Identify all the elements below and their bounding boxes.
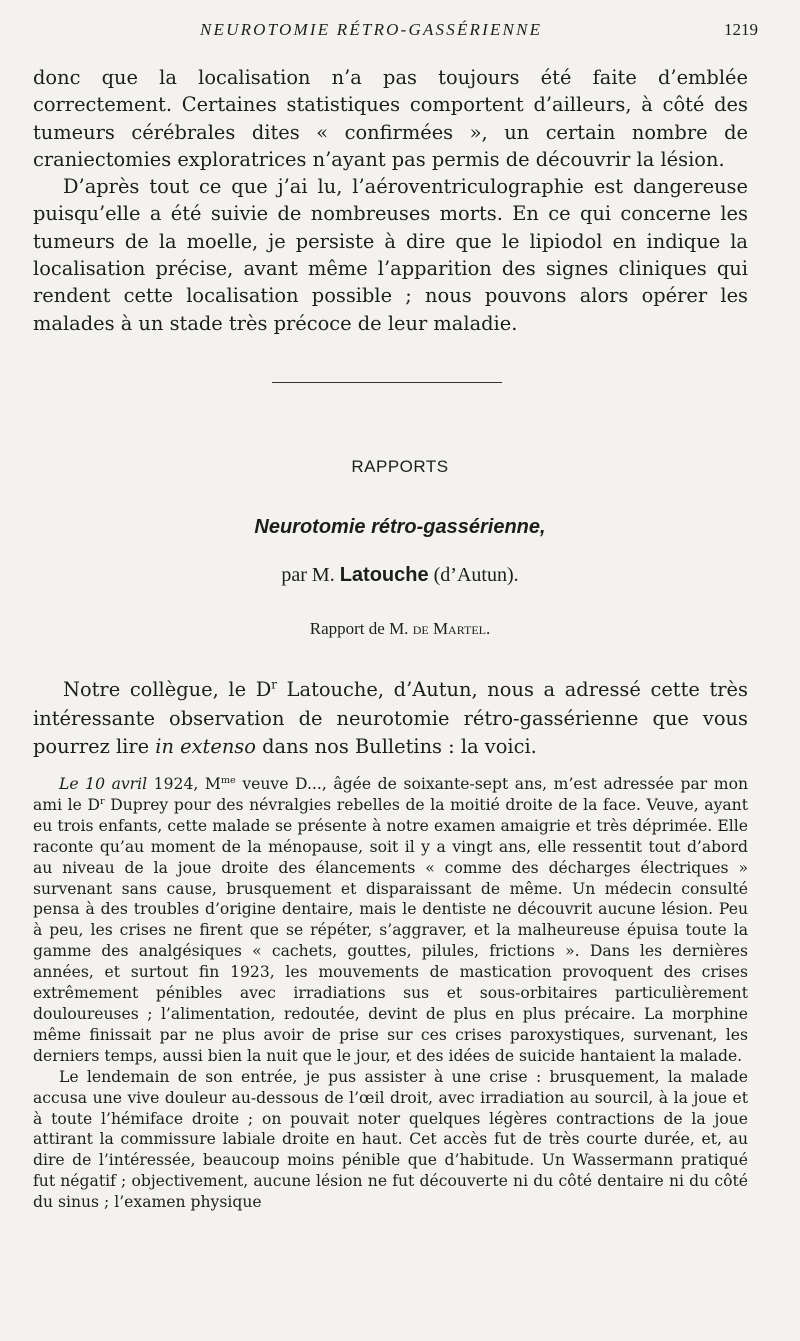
- intro-superscript: r: [271, 677, 278, 692]
- rapport-particle: de: [412, 619, 429, 638]
- section-heading: RAPPORTS: [351, 457, 449, 476]
- author-name: Latouche: [339, 564, 429, 586]
- rapport-prefix: Rapport de M.: [309, 619, 409, 638]
- intro-italic: in extenso: [155, 735, 256, 758]
- rapport-line: [0, 619, 800, 639]
- intro-part3: dans nos Bulletins : la voici.: [255, 735, 537, 758]
- section-divider: [272, 382, 502, 383]
- paragraph-aeroventriculographie: D’après tout ce que j’ai lu, l’aéroventriculographie est dangereuse puisqu’elle a été suivie de nombreuses morts. En ce qui concerne les tumeurs de la moelle, je persiste à dire que le lipiodol en indique la localisation précise, avant même l’apparition des signes cliniques qui rendent cette localisation possible ; nous pouvons alors opérer les malades à un stade très précoce de leur maladie.: [33, 175, 748, 335]
- observation-superscript-2: r: [100, 795, 105, 807]
- intro-paragraph: [33, 676, 748, 762]
- rapport-name: Martel.: [432, 619, 491, 638]
- article-title: Neurotomie rétro-gassérienne,: [254, 516, 546, 538]
- running-title: NEUROTOMIE RÉTRO-GASSÉRIENNE: [200, 20, 543, 39]
- author-line: [0, 564, 800, 587]
- continuation-text: [33, 64, 748, 337]
- observation-text: [33, 774, 748, 1213]
- author-place: (d’Autun).: [433, 564, 519, 586]
- observation-part-c: Duprey pour des névralgies rebelles de la moitié droite de la face. Veuve, ayant eu trois enfants, cette malade se présente à notre examen amaigrie et très déprimée. Elle raconte qu’au moment de la ménopause, soit il y a vingt ans, elle ressentit tout d’abord au niveau de la joue droite des élancements « comme des décharges électriques » survenant sans cause, brusquement et disparaissant de même. Un médecin consulté pensa à des troubles d’origine dentaire, mais le dentiste ne découvrit aucune lésion. Peu à peu, les crises ne firent que se répéter, s’aggraver, et la malheureuse épuisa toute la gamme des analgésiques « cachets, gouttes, pilules, frictions ». Dans les dernières années, et surtout fin 1923, les mouvements de mastication provoquent des crises extrêmement pénibles avec irradiations sus et sous-orbitaires particulièrement douloureuses ; l’alimentation, redoutée, devint de plus en plus précaire. La morphine même finissait par ne plus avoir de prise sur ces crises paroxystiques, survenant, les derniers temps, aussi bien la nuit que le jour, et des idées de suicide hantaient la malade.: [33, 795, 748, 1065]
- continuation-paragraph: donc que la localisation n’a pas toujours été faite d’emblée correctement. Certaines statistiques comportent d’ailleurs, à côté des tumeurs cérébrales dites « confirmées », un certain nombre de craniectomies exploratrices n’ayant pas permis de découvrir la lésion.: [33, 66, 748, 171]
- observation-paragraph-1: [33, 774, 748, 1067]
- observation-date: Le 10 avril: [59, 775, 148, 793]
- page-number: 1219: [724, 20, 758, 39]
- running-header: [32, 20, 758, 46]
- intro-part2: Latouche, d’Autun, nous a adressé cette très intéressante observation de neurotomie rétro-gassérienne que vous pourrez lire: [33, 678, 748, 758]
- observation-paragraph-2: Le lendemain de son entrée, je pus assister à une crise : brusquement, la malade accusa une vive douleur au-dessous de l’œil droit, avec irradiation au sourcil, à la joue et à toute l’hémiface droite ; on pouvait noter quelques légères contractions de la joue attirant la commissure labiale droite en haut. Cet accès fut de très courte durée, et, au dire de l’intéressée, beaucoup moins pénible que d’habitude. Un Wassermann pratiqué fut négatif ; objectivement, aucune lésion ne fut découverte ni du côté dentaire ni du côté du sinus ; l’examen physique: [33, 1067, 748, 1212]
- observation-part-a: 1924, M: [147, 775, 221, 793]
- observation-part-b: veuve D..., âgée de soixante-sept ans, m’est adressée par mon ami le D: [33, 775, 748, 814]
- observation-superscript-1: me: [220, 774, 236, 786]
- author-prefix: par M.: [281, 564, 335, 586]
- intro-text: [33, 676, 748, 762]
- intro-part1: Notre collègue, le D: [63, 678, 272, 701]
